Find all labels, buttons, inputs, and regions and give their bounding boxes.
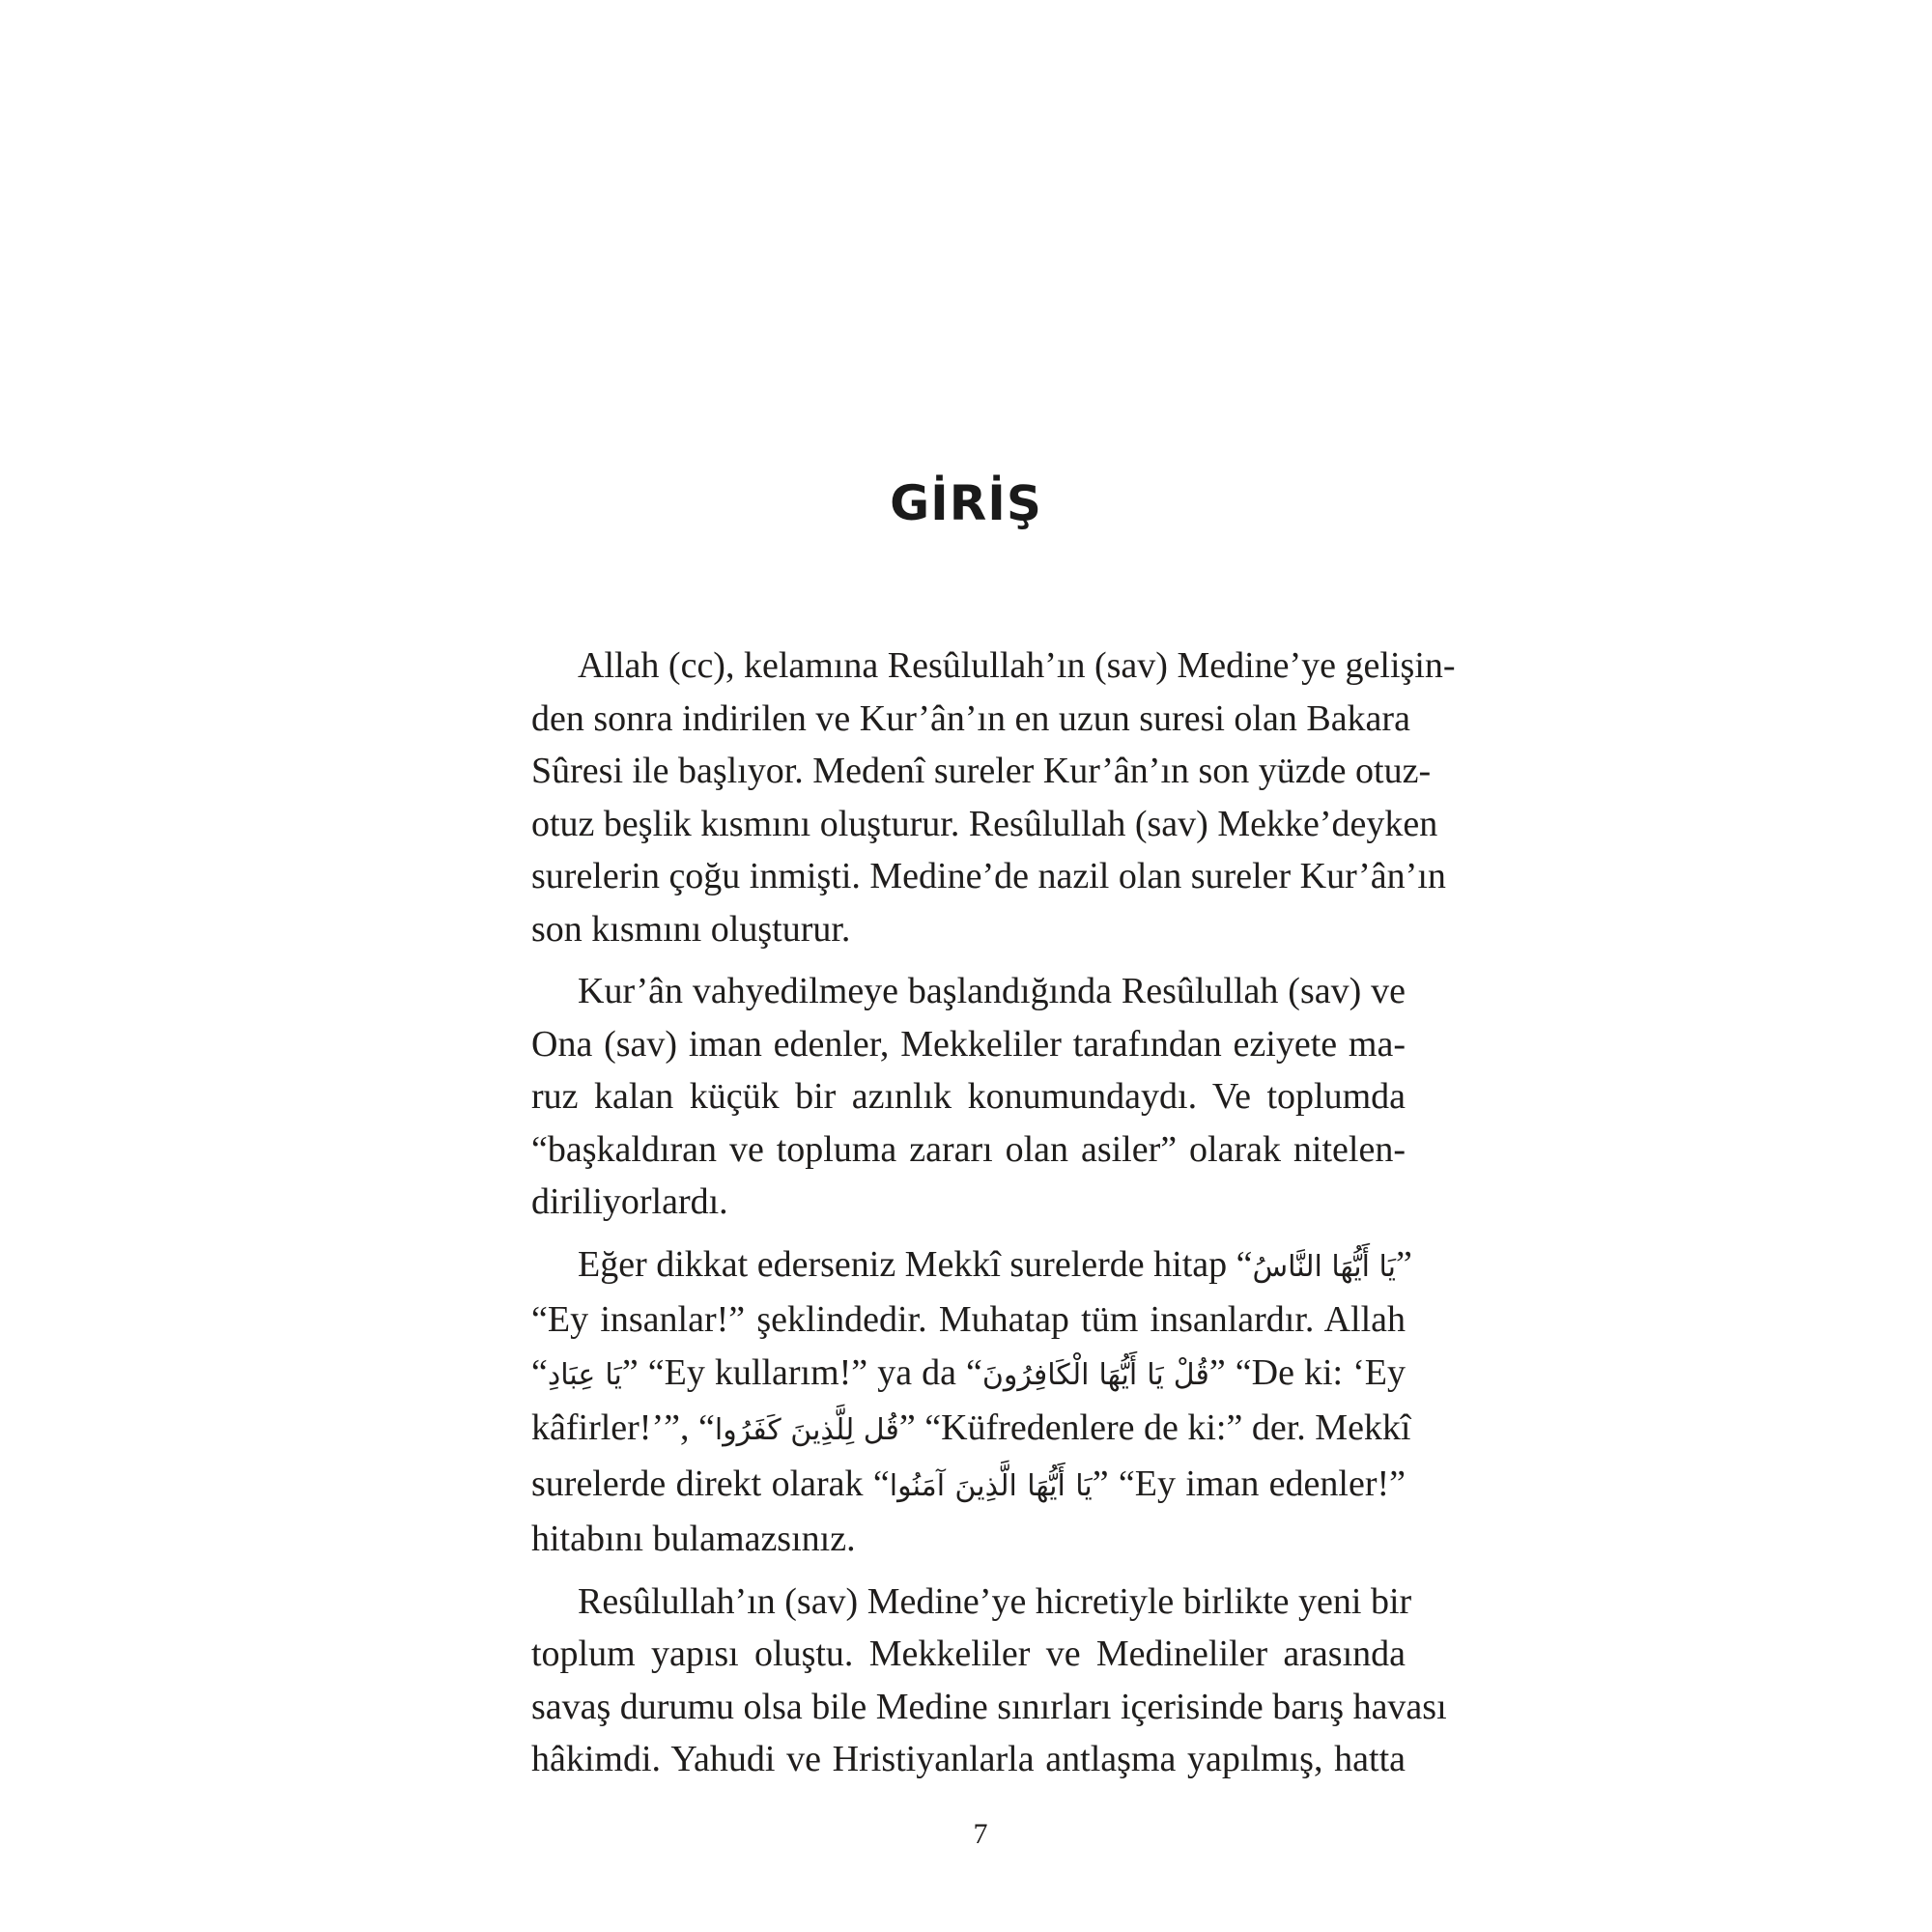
text-line: “başkaldıran ve topluma zararı olan asiler” olarak nitelen- — [531, 1128, 1406, 1170]
text-segment: “ — [531, 1351, 548, 1393]
text-line: ruz kalan küçük bir azınlık konumundaydı. Ve toplumda — [531, 1076, 1406, 1117]
paragraph-1 — [531, 639, 1456, 955]
paragraph-2 — [531, 965, 1406, 1229]
page-number: 7 — [973, 1818, 988, 1850]
text-line: “Ey insanlar!” şeklindedir. Muhatap tüm insanlardır. Allah — [531, 1299, 1406, 1340]
text-line: hitabını bulamazsınız. — [531, 1519, 856, 1559]
text-line — [531, 1238, 1412, 1294]
body-text — [531, 639, 1456, 1796]
arabic-phrase: يَا عِبَادِ — [547, 1357, 622, 1392]
arabic-phrase: قُلْ يَا أَيُّهَا الْكَافِرُونَ — [981, 1357, 1209, 1392]
text-line: diriliyorlardı. — [531, 1181, 728, 1222]
text-segment: ” — [1396, 1243, 1412, 1285]
text-line: toplum yapısı oluştu. Mekkeliler ve Medineliler arasında — [531, 1634, 1406, 1674]
text-segment: ” “Ey kullarım!” ya da “ — [621, 1351, 982, 1393]
arabic-phrase: يَا أَيُّهَا الَّذِينَ آمَنُوا — [889, 1468, 1093, 1503]
text-line: otuz beşlik kısmını oluşturur. Resûlullah (sav) Mekke’deyken — [531, 803, 1438, 844]
text-line: hâkimdi. Yahudi ve Hristiyanlarla antlaşma yapılmış, hatta — [531, 1739, 1406, 1779]
text-line: surelerin çoğu inmişti. Medine’de nazil olan sureler Kur’ân’ın — [531, 856, 1446, 896]
text-line: den sonra indirilen ve Kur’ân’ın en uzun suresi olan Bakara — [531, 697, 1410, 739]
text-segment: Eğer dikkat ederseniz Mekkî surelerde hitap “ — [578, 1243, 1253, 1285]
text-line — [531, 1402, 1411, 1458]
text-segment: ” “Ey iman edenler!” — [1092, 1463, 1406, 1504]
chapter-title: GİRİŞ — [890, 475, 1042, 531]
text-line: Kur’ân vahyedilmeye başlandığında Resûlullah (sav) ve — [578, 971, 1406, 1011]
text-segment: surelerde direkt olarak “ — [531, 1463, 890, 1504]
paragraph-3 — [531, 1238, 1412, 1566]
arabic-phrase: يَا أَيُّهَا النَّاسُ — [1252, 1249, 1397, 1284]
text-line — [531, 1458, 1406, 1514]
text-segment: ” “Küfredenlere de ki:” der. Mekkî — [898, 1407, 1411, 1448]
text-line — [531, 1347, 1406, 1403]
text-line: Sûresi ile başlıyor. Medenî sureler Kur’ân’ın son yüzde otuz- — [531, 751, 1432, 791]
text-line: son kısmını oluşturur. — [531, 908, 851, 950]
text-line: Allah (cc), kelamına Resûlullah’ın (sav) Medine’ye gelişin- — [578, 645, 1456, 686]
text-segment: kâfirler!’”, “ — [531, 1407, 715, 1448]
text-line: savaş durumu olsa bile Medine sınırları içerisinde barış havası — [531, 1686, 1447, 1727]
text-segment: ” “De ki: ‘Ey — [1208, 1351, 1406, 1393]
paragraph-4 — [531, 1576, 1447, 1786]
text-line: Ona (sav) iman edenler, Mekkeliler tarafından eziyete ma- — [531, 1023, 1406, 1065]
arabic-phrase: قُل لِلَّذِينَ كَفَرُوا — [714, 1413, 899, 1447]
text-line: Resûlullah’ın (sav) Medine’ye hicretiyle birlikte yeni bir — [578, 1580, 1412, 1622]
